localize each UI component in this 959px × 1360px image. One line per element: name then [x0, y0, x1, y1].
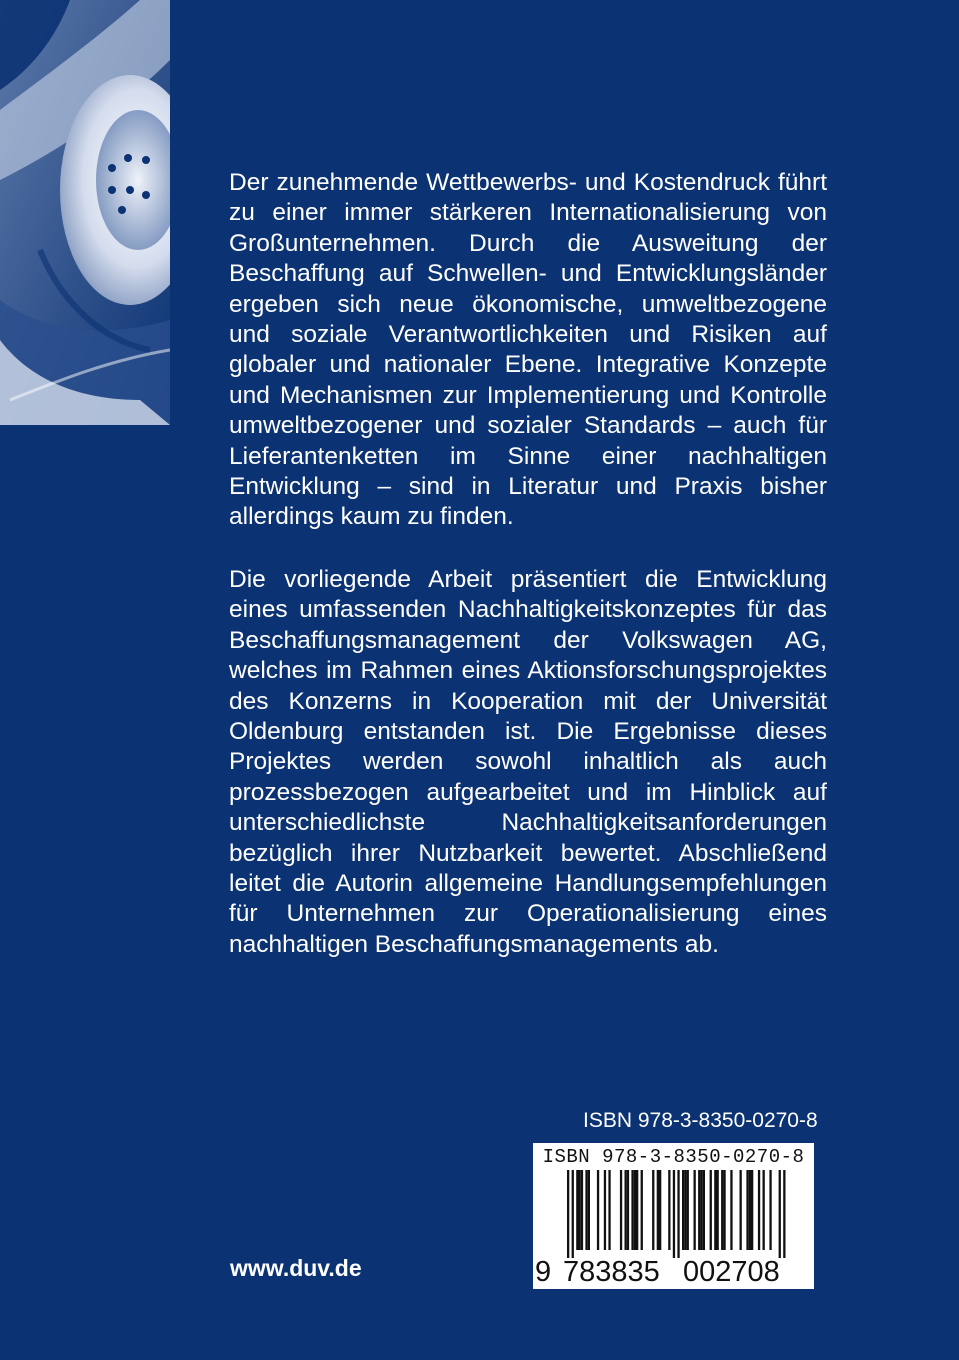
description-text: [229, 168, 827, 960]
barcode-bar: [631, 1170, 633, 1250]
barcode-bar: [694, 1170, 696, 1250]
publisher-website: www.duv.de: [230, 1255, 362, 1281]
barcode-bar: [657, 1170, 659, 1250]
barcode-bar: [604, 1170, 606, 1250]
barcode-bar: [751, 1170, 753, 1250]
barcode-bar: [698, 1170, 700, 1250]
barcode-bar: [763, 1170, 765, 1250]
barcode-bar: [567, 1170, 569, 1258]
barcode-bar: [597, 1170, 599, 1250]
barcode-bar: [769, 1170, 771, 1250]
barcode-bar: [576, 1170, 578, 1250]
barcode-bar: [634, 1170, 636, 1250]
barcode-bar: [581, 1170, 583, 1250]
barcode-bar: [714, 1170, 716, 1250]
car-part-photo-icon: [0, 0, 170, 425]
barcode-bar: [659, 1170, 661, 1250]
barcode-bar: [758, 1170, 760, 1250]
barcode-bar: [730, 1170, 732, 1250]
barcode-bar: [673, 1170, 675, 1258]
barcode-bar: [783, 1170, 785, 1258]
barcode-bar: [700, 1170, 702, 1250]
barcode-bar: [746, 1170, 748, 1250]
barcode-bar: [721, 1170, 723, 1250]
barcode-isbn-caption: ISBN 978-3-8350-0270-8: [542, 1146, 805, 1168]
barcode-bar: [636, 1170, 638, 1250]
barcode-bar: [641, 1170, 643, 1250]
barcode-bar: [717, 1170, 719, 1250]
barcode-bar: [684, 1170, 686, 1250]
isbn-barcode: [533, 1143, 814, 1289]
barcode-bar: [682, 1170, 684, 1250]
barcode-bar: [703, 1170, 705, 1250]
description-paragraph-2: Die vorliegende Arbeit präsentiert die Entwicklung eines umfassenden Nachhaltigkeitskonzeptes für das Beschaffungsmanagement der Volkswagen AG, welches im Rahmen eines Aktionsforschungsprojektes des Konzerns in Kooperation mit der Universität Oldenburg entstanden ist. Die Ergebnisse dieses Projektes werden sowohl inhaltlich als auch prozessbezogen aufgearbeitet und im Hinblick auf unterschiedlichste Nachhaltigkeitsanforderungen bezüglich ihrer Nutzbarkeit bewertet. Abschließend leitet die Autorin allgemeine Handlungsempfehlungen für Unternehmen zur Operationalisierung eines nachhaltigen Beschaffungsmanagements ab.: [229, 565, 827, 958]
corner-photo: [0, 0, 170, 425]
barcode-bar: [677, 1170, 679, 1258]
barcode-bar: [579, 1170, 581, 1250]
barcode-bar: [608, 1170, 610, 1250]
barcode-left-group: 783835: [563, 1256, 660, 1288]
barcode-bars-icon: [545, 1170, 803, 1258]
barcode-bar: [749, 1170, 751, 1250]
barcode-bar: [687, 1170, 689, 1250]
barcode-bar: [572, 1170, 574, 1258]
barcode-bar: [740, 1170, 742, 1250]
barcode-bar: [710, 1170, 712, 1250]
barcode-bar: [588, 1170, 590, 1250]
barcode-bar: [652, 1170, 654, 1250]
isbn-label: ISBN 978-3-8350-0270-8: [583, 1109, 818, 1132]
barcode-bar: [585, 1170, 587, 1250]
barcode-bar: [627, 1170, 629, 1250]
barcode-bar: [620, 1170, 622, 1250]
barcode-bar: [625, 1170, 627, 1250]
description-paragraph-1: Der zunehmende Wettbewerbs- und Kostendruck führt zu einer immer stärkeren Internationalisierung von Großunternehmen. Durch die Ausweitung der Beschaffung auf Schwellen- und Entwicklungsländer ergeben sich neue ökonomische, umweltbezogene und soziale Verantwortlichkeiten und Risiken auf globaler und nationaler Ebene. Integrative Konzepte und Mechanismen zur Implementierung und Kontrolle umweltbezogener und sozialer Standards – auch für Lieferantenketten im Sinne einer nachhaltigen Entwicklung – sind in Literatur und Praxis bisher allerdings kaum zu finden.: [229, 169, 827, 531]
barcode-bar: [779, 1170, 781, 1258]
barcode-bar: [723, 1170, 725, 1250]
barcode-bar: [668, 1170, 670, 1250]
barcode-first-digit: 9: [535, 1256, 552, 1288]
barcode-right-group: 002708: [683, 1256, 780, 1288]
